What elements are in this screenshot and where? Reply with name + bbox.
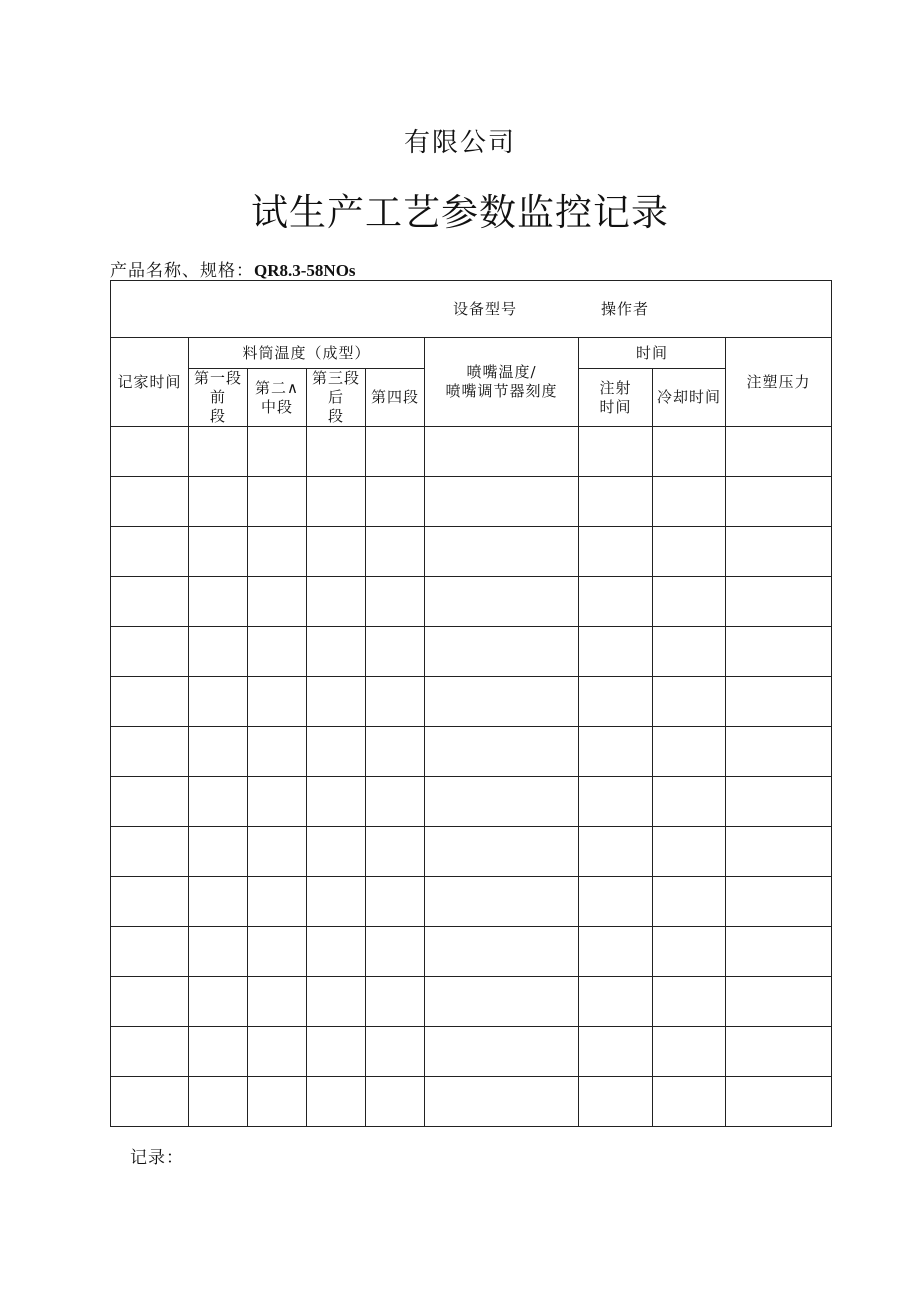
table-row — [111, 477, 832, 527]
segment-2-line-2: 中段 — [260, 397, 293, 416]
table-cell[interactable] — [726, 477, 832, 527]
table-cell[interactable] — [726, 627, 832, 677]
table-row — [111, 927, 832, 977]
table-cell[interactable] — [579, 1077, 653, 1127]
table-cell[interactable] — [425, 827, 579, 877]
equipment-row — [111, 281, 832, 338]
table-cell[interactable] — [189, 977, 248, 1027]
table-cell[interactable] — [653, 827, 726, 877]
table-cell[interactable] — [425, 627, 579, 677]
table-cell[interactable] — [307, 427, 366, 477]
table-cell[interactable] — [653, 1027, 726, 1077]
table-cell[interactable] — [425, 527, 579, 577]
table-row — [111, 427, 832, 477]
table-cell[interactable] — [425, 977, 579, 1027]
table-cell[interactable] — [189, 877, 248, 927]
table-cell[interactable] — [579, 677, 653, 727]
table-cell[interactable] — [111, 727, 189, 777]
table-cell[interactable] — [307, 527, 366, 577]
table-cell[interactable] — [366, 527, 425, 577]
table-cell[interactable] — [366, 427, 425, 477]
table-cell[interactable] — [726, 1027, 832, 1077]
table-cell[interactable] — [366, 1027, 425, 1077]
table-cell[interactable] — [425, 477, 579, 527]
nozzle-line-2: 喷嘴调节器刻度 — [445, 382, 558, 400]
table-cell[interactable] — [189, 777, 248, 827]
table-row — [111, 827, 832, 877]
segment-3-header — [307, 369, 366, 427]
table-cell[interactable] — [425, 1077, 579, 1127]
segment-1-line-2: 段 — [209, 407, 226, 425]
cooling-time-header: 冷却时间 — [653, 369, 726, 427]
table-cell[interactable] — [111, 927, 189, 977]
table-cell[interactable] — [307, 727, 366, 777]
table-cell[interactable] — [653, 727, 726, 777]
table-cell[interactable] — [248, 577, 307, 627]
equipment-model-label: 设备型号 — [453, 299, 518, 318]
table-cell[interactable] — [579, 927, 653, 977]
table-cell[interactable] — [189, 1027, 248, 1077]
table-cell[interactable] — [111, 627, 189, 677]
table-cell[interactable] — [425, 777, 579, 827]
table-cell[interactable] — [579, 527, 653, 577]
table-cell[interactable] — [366, 827, 425, 877]
table-cell[interactable] — [579, 627, 653, 677]
product-label: 产品名称、规格： — [110, 261, 254, 281]
record-time-header: 记家时间 — [111, 338, 189, 427]
table-cell[interactable] — [307, 827, 366, 877]
table-cell[interactable] — [425, 677, 579, 727]
table-row — [111, 577, 832, 627]
company-name: 有限公司 — [403, 128, 516, 158]
table-cell[interactable] — [366, 977, 425, 1027]
segment-3-line-1: 第三段后 — [311, 369, 360, 406]
table-cell[interactable] — [189, 677, 248, 727]
table-cell[interactable] — [653, 627, 726, 677]
segment-4-header: 第四段 — [366, 369, 425, 427]
table-cell[interactable] — [653, 527, 726, 577]
table-cell[interactable] — [248, 977, 307, 1027]
table-cell[interactable] — [111, 877, 189, 927]
table-cell[interactable] — [189, 627, 248, 677]
record-footer-label: 记录： — [130, 1148, 184, 1168]
table-cell[interactable] — [726, 977, 832, 1027]
time-header: 时间 — [579, 338, 726, 369]
table-cell[interactable] — [189, 427, 248, 477]
table-cell[interactable] — [189, 477, 248, 527]
table-cell[interactable] — [653, 877, 726, 927]
table-row — [111, 527, 832, 577]
table-cell[interactable] — [248, 627, 307, 677]
table-cell[interactable] — [425, 427, 579, 477]
document-title: 试生产工艺参数监控记录 — [251, 191, 669, 234]
injection-time-line-1: 注射 — [599, 378, 632, 397]
table-row — [111, 877, 832, 927]
table-cell[interactable] — [189, 527, 248, 577]
table-cell[interactable] — [248, 427, 307, 477]
table-cell[interactable] — [726, 1077, 832, 1127]
table-row — [111, 677, 832, 727]
segment-2-header — [248, 369, 307, 427]
table-cell[interactable] — [307, 577, 366, 627]
table-cell[interactable] — [579, 427, 653, 477]
table-cell[interactable] — [248, 827, 307, 877]
table-cell[interactable] — [111, 477, 189, 527]
table-cell[interactable] — [579, 477, 653, 527]
table-cell[interactable] — [189, 577, 248, 627]
table-cell[interactable] — [653, 927, 726, 977]
table-cell[interactable] — [366, 877, 425, 927]
table-cell[interactable] — [366, 477, 425, 527]
table-cell[interactable] — [111, 1077, 189, 1127]
table-cell[interactable] — [653, 677, 726, 727]
injection-time-header — [579, 369, 653, 427]
table-cell[interactable] — [579, 827, 653, 877]
table-cell[interactable] — [248, 677, 307, 727]
table-cell[interactable] — [111, 827, 189, 877]
table-row — [111, 977, 832, 1027]
table-cell[interactable] — [579, 877, 653, 927]
injection-time-line-2: 时间 — [599, 397, 632, 416]
product-value: QR8.3-58NOs — [254, 261, 356, 280]
table-cell[interactable] — [366, 1077, 425, 1127]
table-row — [111, 1027, 832, 1077]
table-cell[interactable] — [189, 827, 248, 877]
table-cell[interactable] — [111, 527, 189, 577]
table-cell[interactable] — [307, 1027, 366, 1077]
table-row — [111, 1077, 832, 1127]
table-cell[interactable] — [579, 777, 653, 827]
monitor-table — [110, 280, 832, 1127]
table-cell[interactable] — [111, 777, 189, 827]
table-cell[interactable] — [653, 777, 726, 827]
table-cell[interactable] — [366, 927, 425, 977]
table-cell[interactable] — [248, 727, 307, 777]
table-cell[interactable] — [425, 577, 579, 627]
table-cell[interactable] — [111, 577, 189, 627]
table-cell[interactable] — [726, 727, 832, 777]
table-cell[interactable] — [653, 477, 726, 527]
table-cell[interactable] — [248, 527, 307, 577]
segment-1-header — [189, 369, 248, 427]
table-cell[interactable] — [307, 927, 366, 977]
table-cell[interactable] — [366, 627, 425, 677]
table-cell[interactable] — [726, 577, 832, 627]
table-cell[interactable] — [726, 677, 832, 727]
injection-pressure-header: 注塑压力 — [726, 338, 832, 427]
table-cell[interactable] — [653, 427, 726, 477]
table-cell[interactable] — [307, 777, 366, 827]
table-cell[interactable] — [726, 427, 832, 477]
table-cell[interactable] — [726, 927, 832, 977]
table-cell[interactable] — [653, 577, 726, 627]
table-cell[interactable] — [111, 1027, 189, 1077]
table-cell[interactable] — [366, 577, 425, 627]
table-cell[interactable] — [189, 727, 248, 777]
table-cell[interactable] — [189, 927, 248, 977]
table-cell[interactable] — [726, 777, 832, 827]
table-row — [111, 777, 832, 827]
table-cell[interactable] — [111, 677, 189, 727]
table-cell[interactable] — [307, 677, 366, 727]
table-row — [111, 627, 832, 677]
table-cell[interactable] — [248, 1027, 307, 1077]
table-cell[interactable] — [248, 877, 307, 927]
table-cell[interactable] — [579, 727, 653, 777]
table-cell[interactable] — [307, 1077, 366, 1127]
table-cell[interactable] — [111, 427, 189, 477]
operator-label: 操作者 — [601, 299, 650, 318]
nozzle-line-1: 喷嘴温度/ — [466, 363, 537, 381]
table-cell[interactable] — [425, 1027, 579, 1077]
table-cell[interactable] — [366, 727, 425, 777]
table-cell[interactable] — [425, 727, 579, 777]
table-cell[interactable] — [579, 1027, 653, 1077]
table-cell[interactable] — [726, 527, 832, 577]
table-cell[interactable] — [111, 977, 189, 1027]
table-cell[interactable] — [425, 877, 579, 927]
table-cell[interactable] — [248, 927, 307, 977]
table-cell[interactable] — [726, 877, 832, 927]
table-cell[interactable] — [579, 577, 653, 627]
table-cell[interactable] — [366, 677, 425, 727]
table-cell[interactable] — [248, 1077, 307, 1127]
segment-2-line-1: 第二∧ — [255, 378, 299, 397]
segment-3-line-2: 段 — [327, 407, 344, 425]
table-body — [111, 427, 832, 1127]
table-cell[interactable] — [726, 827, 832, 877]
table-row — [111, 727, 832, 777]
table-cell[interactable] — [307, 877, 366, 927]
table-cell[interactable] — [248, 477, 307, 527]
table-cell[interactable] — [366, 777, 425, 827]
table-cell[interactable] — [653, 1077, 726, 1127]
table-cell[interactable] — [425, 927, 579, 977]
table-cell[interactable] — [248, 777, 307, 827]
table-cell[interactable] — [579, 977, 653, 1027]
table-cell[interactable] — [653, 977, 726, 1027]
nozzle-header — [425, 338, 579, 427]
table-cell[interactable] — [307, 477, 366, 527]
barrel-temperature-header: 料筒温度（成型） — [189, 338, 425, 369]
product-line — [110, 256, 356, 281]
table-cell[interactable] — [189, 1077, 248, 1127]
segment-1-line-1: 第一段前 — [193, 369, 242, 406]
table-cell[interactable] — [307, 977, 366, 1027]
table-cell[interactable] — [307, 627, 366, 677]
